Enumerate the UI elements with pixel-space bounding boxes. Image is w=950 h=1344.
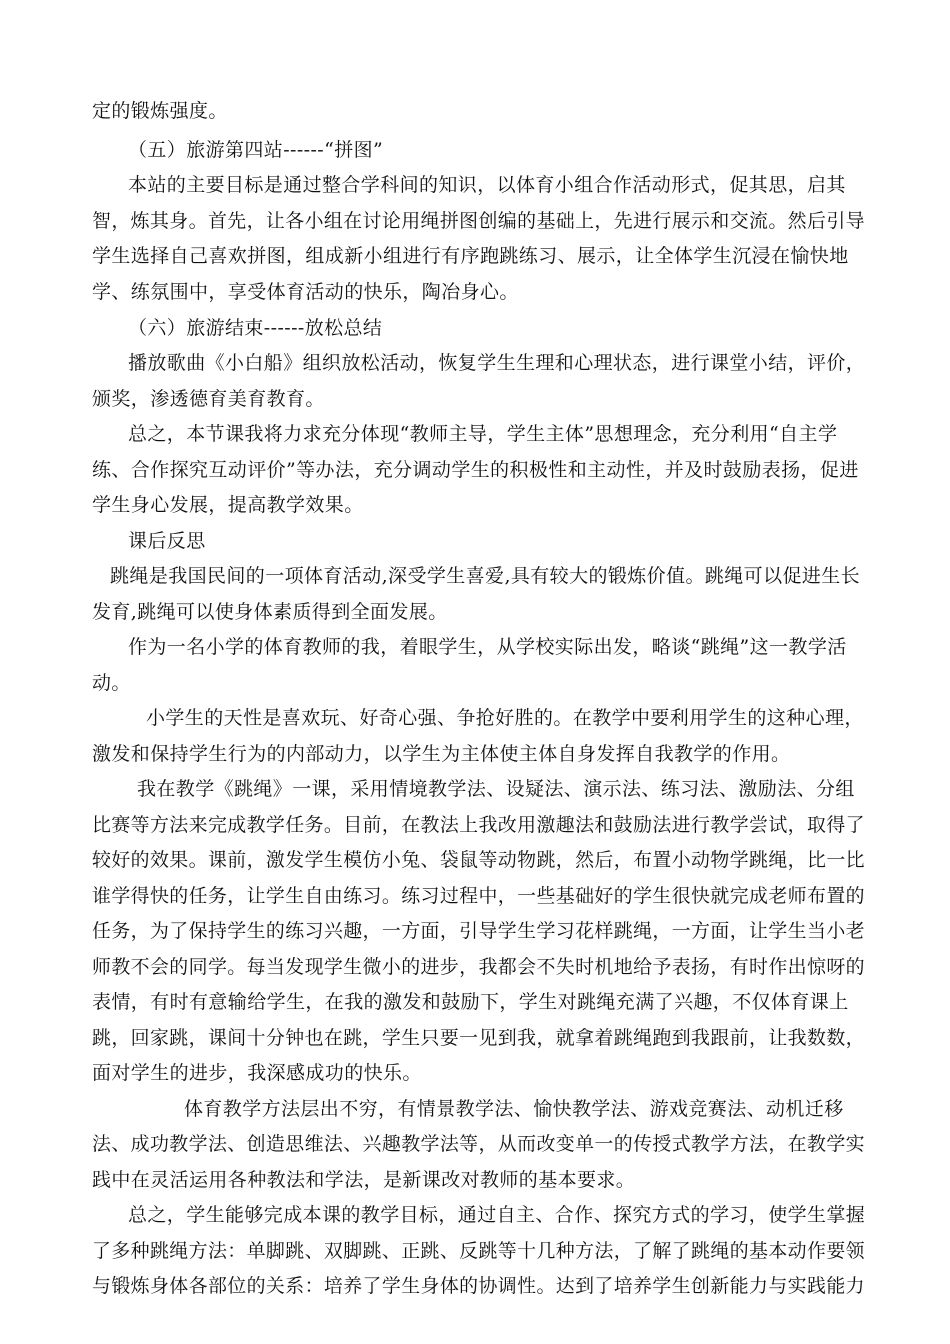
section-heading: （六）旅游结束------放松总结 [128,317,383,339]
text-line: 任务，为了保持学生的练习兴趣，一方面，引导学生学习花样跳绳，一方面，让学生当小老 [92,920,865,942]
text-line: 颁奖，渗透德育美育教育。 [92,388,325,410]
text-line: 谁学得快的任务，让学生自由练习。练习过程中，一些基础好的学生很快就完成老师布置的 [92,885,865,907]
text-line: 学生选择自己喜欢拼图，组成新小组进行有序跑跳练习、展示，让全体学生沉浸在愉快地 [92,245,849,267]
text-line: 本站的主要目标是通过整合学科间的知识，以体育小组合作活动形式，促其思，启其 [128,174,846,196]
text-line: 面对学生的进步，我深感成功的快乐。 [92,1062,422,1084]
text-line: 学生身心发展，提高教学效果。 [92,494,364,516]
text-line: 激发和保持学生行为的内部动力，以学生为主体使主体自身发挥自我教学的作用。 [92,743,791,765]
text-line: 学、练氛围中，享受体育活动的快乐，陶冶身心。 [92,281,519,303]
text-line: 定的锻炼强度。 [92,100,228,122]
text-line: 较好的效果。课前，激发学生模仿小兔、袋鼠等动物跳，然后，布置小动物学跳绳，比一比 [92,849,865,871]
text-line: 了多种跳绳方法：单脚跳、双脚跳、正跳、反跳等十几种方法，了解了跳绳的基本动作要领 [92,1240,865,1262]
section-heading: （五）旅游第四站------“拼图” [128,139,384,161]
text-line: 发育,跳绳可以使身体素质得到全面发展。 [92,601,448,623]
text-line: 跳，回家跳，课间十分钟也在跳，学生只要一见到我，就拿着跳绳跑到我跟前，让我数数， [92,1027,865,1049]
text-line: 作为一名小学的体育教师的我，着眼学生，从学校实际出发，略谈“跳绳”这一教学活 [128,636,847,658]
text-line: 练、合作探究互动评价”等办法，充分调动学生的积极性和主动性，并及时鼓励表扬，促进 [92,459,859,481]
text-line: 动。 [92,672,131,694]
text-line: 师教不会的同学。每当发现学生微小的进步，我都会不失时机地给予表扬，有时作出惊呀的 [92,956,865,978]
text-line: 智，炼其身。首先，让各小组在讨论用绳拼图创编的基础上，先进行展示和交流。然后引导 [92,210,865,232]
text-line: 小学生的天性是喜欢玩、好奇心强、争抢好胜的。在教学中要利用学生的这种心理， [146,707,864,729]
text-line: 总之，学生能够完成本课的教学目标，通过自主、合作、探究方式的学习，使学生掌握 [128,1204,866,1226]
text-line: 播放歌曲《小白船》组织放松活动，恢复学生生理和心理状态，进行课堂小结，评价， [128,352,866,374]
text-line: 与锻炼身体各部位的关系：培养了学生身体的协调性。达到了培养学生创新能力与实践能力 [92,1275,865,1297]
text-line: 我在教学《跳绳》一课，采用情境教学法、设疑法、演示法、练习法、激励法、分组 [137,778,855,800]
text-line: 法、成功教学法、创造思维法、兴趣教学法等，从而改变单一的传授式教学方法，在教学实 [92,1133,865,1155]
text-line: 体育教学方法层出不穷，有情景教学法、愉快教学法、游戏竞赛法、动机迁移 [184,1098,844,1120]
section-heading: 课后反思 [128,530,206,552]
text-line: 比赛等方法来完成教学任务。目前，在教法上我改用激趣法和鼓励法进行教学尝试，取得了 [92,814,865,836]
text-line: 跳绳是我国民间的一项体育活动,深受学生喜爱,具有较大的锻炼价值。跳绳可以促进生长 [110,565,861,587]
text-line: 总之，本节课我将力求充分体现“教师主导，学生主体”思想理念，充分利用“自主学 [128,423,838,445]
text-line: 践中在灵活运用各种教法和学法，是新课改对教师的基本要求。 [92,1169,636,1191]
text-line: 表情，有时有意输给学生，在我的激发和鼓励下，学生对跳绳充满了兴趣，不仅体育课上 [92,991,849,1013]
